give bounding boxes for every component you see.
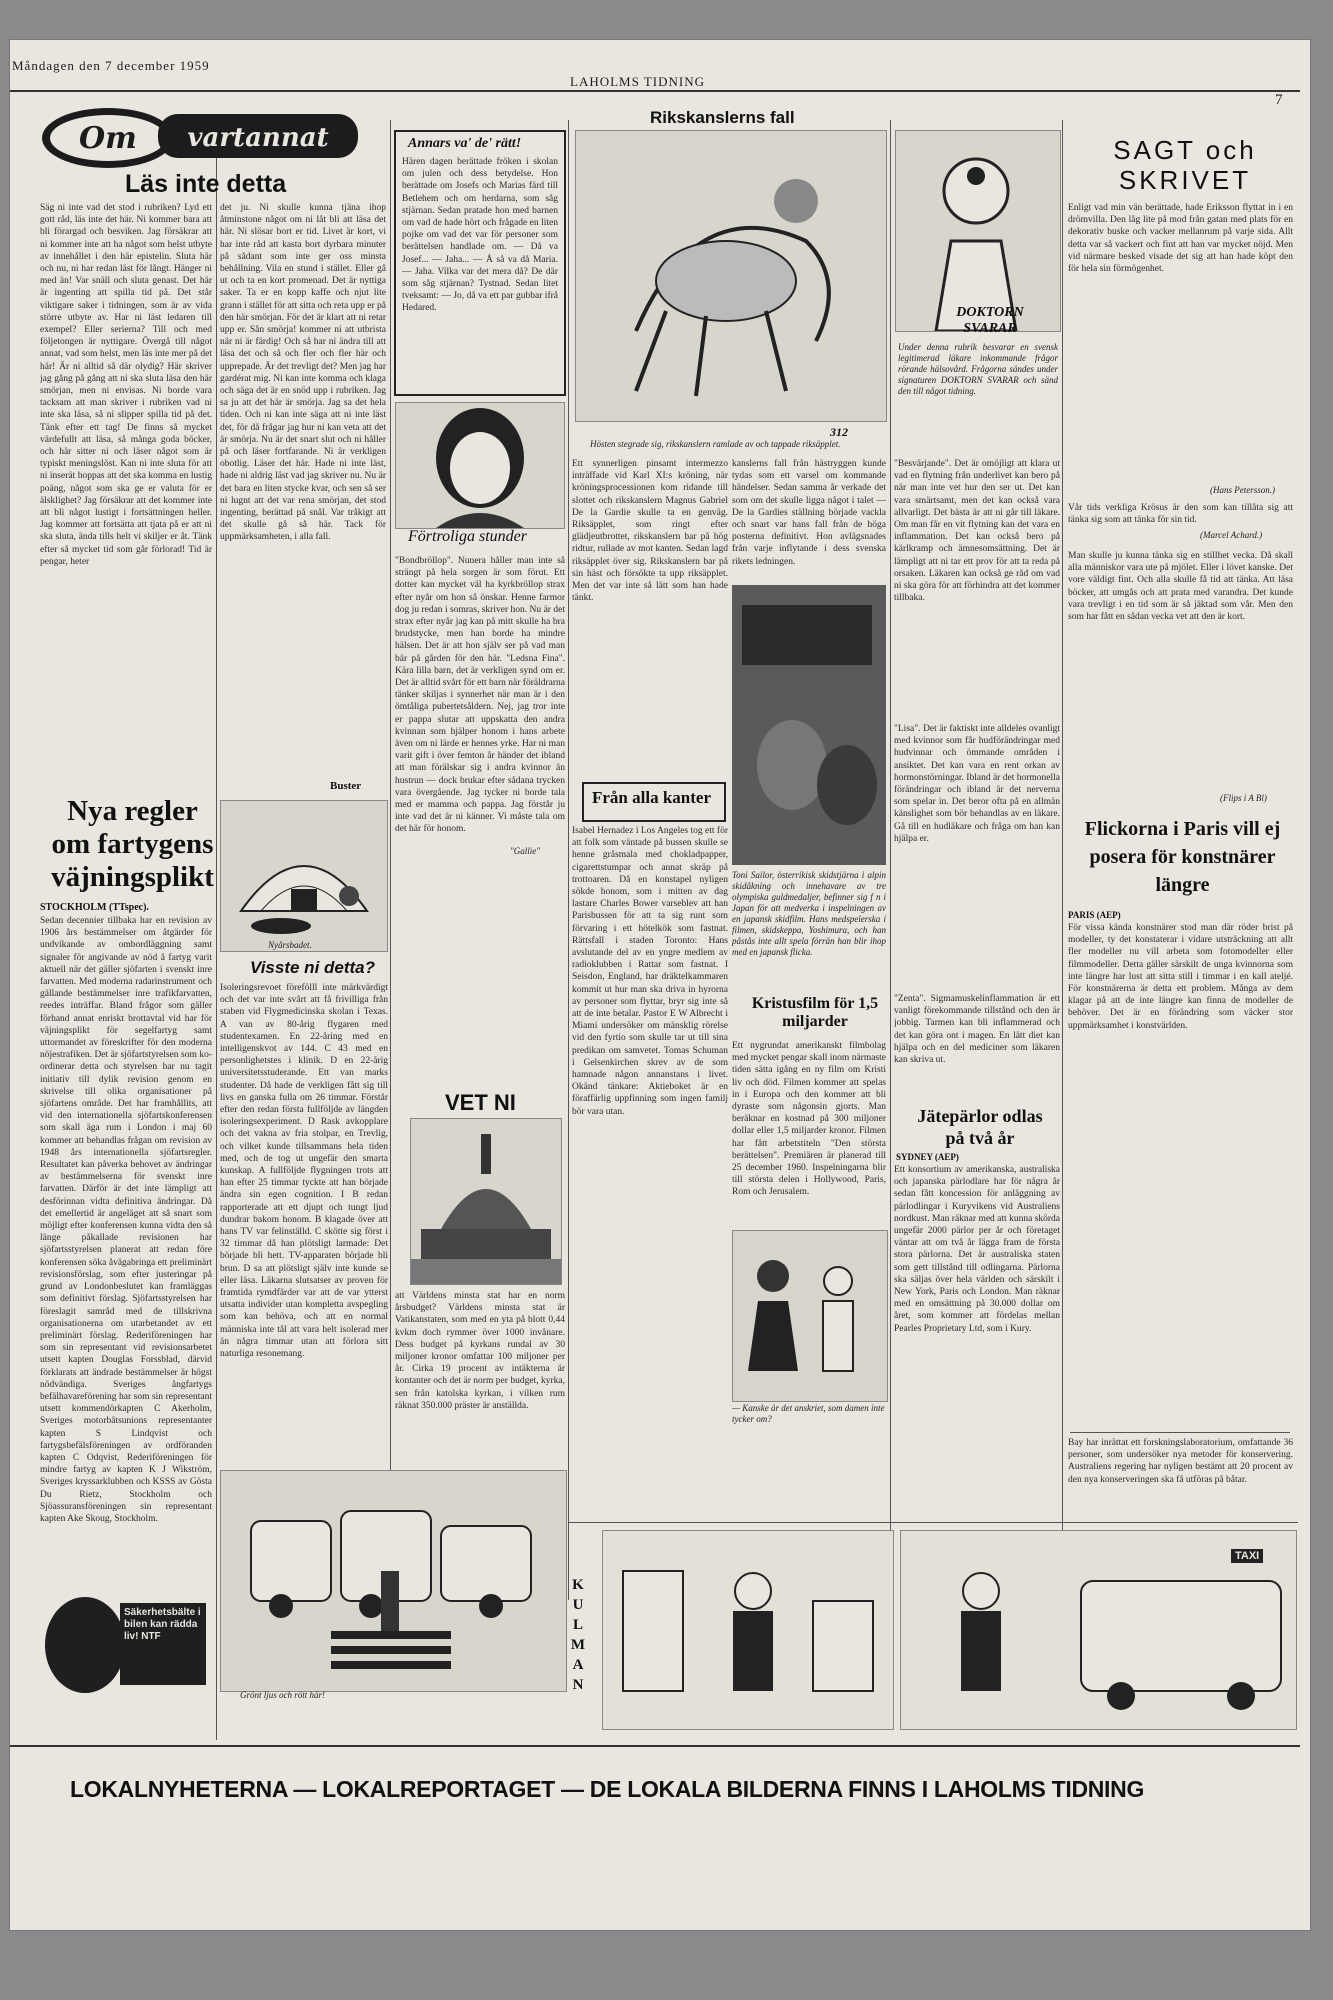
article-nya-regler: Sedan decennier tillbaka har en revision av 1906 års bestämmelser om åtgärder för undvikande av ombordläggning samt signaler för angivande av nöd å fartyg varit aktuell när det gäller sjöfarten i svenskt inre farvatten. Med moderna radarinstrument och gällande bestämmelser inre trafikfarvatten, reedes inträffar. Bland frågor som gäller förhand annat enriskt brottavtal vid har för väjningsplikt för segelfartyg samt uttormandet av föreskrifter för den moderna nöjestrafiken. Det är sjöfartstyrelsen som koordinerar detta och styrelsen har nu tagit initiativ till dylik revision genom en skrivelse till olika organisationer på sjöfartens område. Det har framhållits, att vid den internationella sjöfartskonferensen som skall äga rum i London i maj 60 kommer att behandlas frågan om revision av 1948 års internationella sjöfartsregler. Resultatet kan påverka behovet av ändringar av bestämmelserna för svenskt inre farvatten. Därför är det inte lämpligt att desförinnan vidta definitiva ändringar. Då det emellertid är angeläget att så snart som möjligt efter konferensen kunna vidta den så länge påkallade revisionen har sjöfartsstyrelsen planerat att redan före konferensen söka åvägabringa ett preliminärt revisionsförslag, som efter justeringar på grund av Londonbeslutet kan framläggas som definitivt förslag. Sjöfartsstyrelsen har föreslagit samråd med de tillskrivna organisationerna om utarbetandet av ett preliminärt förslag. Rederiföreningen har som sin representant vid revisionsarbetet utsett kapten Douglas Forssblad, därvid förklarats att ändrade bestämmelser är högst nödvändiga. Sveriges ångfartygs befälhavareförening har som sin representant utsett kommendörkapten C Akerholm, Sveriges motorbåtsunions representanter kapten S Lindqvist och fartygsbefälsföreningen av ordföranden kapten C Odqvist, Rederiföreningen för mindre fartyg av kapten K J Wikström, Sveriges kryssarklubben och KSSS av Gösta Du Rietz, Stockholm och Sjöassuransföreningen sin representant kapten Ake Skoug, Stockholm. xyxy=(40,916,212,1524)
signature-buster: Buster xyxy=(330,780,362,792)
ntf-badge-text: Säkerhetsbälte i bilen kan rädda liv! NTF xyxy=(124,1607,201,1642)
comic-panel-1-drawing xyxy=(603,1531,893,1729)
page-number: 7 xyxy=(1275,92,1284,108)
doctor-drawing xyxy=(896,131,1060,331)
taxi-sign: TAXI xyxy=(1231,1549,1263,1563)
article-kristusfilm: Ett nygrundat amerikanskt filmbolag med mycket pengar skall inom närmaste tiden sätta igång en ny film om Kristi liv och död. Filmen kommer att spelas in i Europa och den kommer att bli dyraste som någonsin gjorts. Man beräknar en kostnad på 300 miljoner dollar eller 1,5 miljarder kronor. Filmen har fått arbetstiteln "Den största berättelsen". Premiären är planerad till 25 december 1960. Inspelningarna blir till största delen i Hollywood, Paris, Rom och Jerusalem. xyxy=(732,1041,886,1198)
article-zenta: "Zenta". Sigmamuskelinflammation är ett vanligt förekommande tillstånd och den är jobbig. Tarmen kan bli inflammerad och det kan göra ont i magen. En lätt diet kan hjälpa och en del mediciner som läkaren kan skriva ut. xyxy=(894,994,1060,1066)
column-rule xyxy=(1070,1432,1290,1433)
heading-visste-ni-detta: Visste ni detta? xyxy=(250,958,376,977)
masthead-paper: LAHOLMS TIDNING xyxy=(570,74,706,89)
footer-rule xyxy=(10,1745,1300,1747)
dateline-stockholm: STOCKHOLM (TTspec). xyxy=(40,902,149,913)
article-visste-ni-detta: Isoleringsrevoet förefölll inte märkvärdigt och det var inte svårt att få frivilliga från staben vid Flygmedicinska skolan i Texas. A van av 80-årig flygaren med studentexamen. En 22-åring med en intelligenskvot av 144. C 43 med en personlighetstes i klinik. D en 22-årig universitetsstuderande. Ett van marks studenter. Då hade de verkligen fått sig till livs en ganska fulla om 26 timmar. Förstår efter den redan första fullföljde av längden isoleringsexperiment. D Rask avkopplare och det vakna av fria stolpar, en Trevlig, och vilket kunde tillsammans hela tiden med, och de tog ut ungefär den smarta kunskap. A fullföljde flygningen trots att han efter 25 timmar tyckte att han började ändra sin egen cognition. I B redan rapporterade att ett djupt och tungt ljud dundrar bakom honom. B klagade över att hans TV var felinställd. C skötte sig först i 32 timmar då han plötsligt larmade: Det började bli hett. TV-apparaten började bli brun. D sa att plötsligt själv inte kunde se eller läsa. Läkarna slutsatser av proven för framtida rymdfärder var att de var ytterst utsatta individer utan kompletta avspegling som kan behöva, och att en normal människa inte tål att vara helt isolerad mer än några timmar utan att förlora sitt naturliga resonemang. xyxy=(220,983,388,1360)
heading-jatteparlor: Jätepärlor odlas på två år xyxy=(917,1106,1043,1148)
logo-graphic xyxy=(38,100,368,170)
column-rule xyxy=(216,120,217,1740)
masthead-rule xyxy=(10,90,1300,92)
article-besvarjande: "Besvärjande". Det är omöjligt att klara ut vad en flytning från underlivet kan bero på när man inte vet hur den ser ut. Det kan vara smärtsamt, men det kan också vara allvarligt. Det bästa är att ni går till läkare. Om man får en vit flytning kan det vara en inflammation. Det kan också bero på kärlkramp och ämnesomsättning. Det är lämpligt att ni tar ett prov för att ta reda på orsaken. Läkaren kan också ge råd om vad ni ska göra för att förhindra att det kommer tillbaka. xyxy=(894,459,1060,604)
logo-text-om: Om xyxy=(79,121,137,156)
couple-cartoon xyxy=(732,1230,888,1402)
doktorn-intro: Under denna rubrik besvarar en svensk legitimerad läkare inkommande frågor rörande hälsovård. Frågorna sändes under signaturen DOKTORN SVARAR och sänd den till något tidning. xyxy=(898,342,1058,396)
masthead-date: Måndagen den 7 december 1959 xyxy=(12,58,210,73)
signature-flips: (Flips i A Bl) xyxy=(1220,793,1267,803)
igloo-cartoon xyxy=(220,800,388,952)
article-fran-alla-kanter: Isabel Hernadez i Los Angeles tog ett för att folk som väntade på bussen skulle se henne gråsmala med chokladpapper, cigarettstumpar och annat skräp på trottoaren. Då en konstapel nyligen sökde honom, som i mitten av dag lastare Charles Bower varseblev att han Parisbussen för att ta sig runt som förvaring i ett hötelkök som fastnat. Rättsfall i staden Toronto: Hans avslutande del av en yngre medlem av radioklubben i Rattar som fastnat. I Seisdon, England, har dräktelkammaren kommit ut hur man ska driva in hyrorna av personer som flyttar, bryr sig inte så att de inte betalar. Pastor E W Albrecht i Miami undersöker om mänsklig rörelse vid den fyrtio som skulle tar ut till sina predikan om samvetet. Tomas Schuman i Gelsenkirchen skrev av de som hamnade någon annanstans i livet. Okänd tänkare: Aktieboket är en föraffärlig uppfinning som ingen familj bör vara utan. xyxy=(572,826,728,1117)
column-rule xyxy=(568,120,569,1600)
comic-rule xyxy=(568,1522,1298,1523)
article-rikskansler-a: Ett synnerligen pinsamt intermezzo inträffade vid Karl XI:s kröning, när kröningsprocessionen kom ridande till slottet och rikskanslern Magnus Gabriel De la Gardie skulle ta en genväg. Riksäpplet, som ringt efter glädjeutbrottet, rikskanslern bar på hög ridtur, rullade av mot kanten. Sedan lagd riksäpplet över sig. Rikskanslern bar på sin häst och försökte ta upp riksäpplet. Men det var inte så lätt som han hade tänkt. xyxy=(572,459,728,604)
heading-fortroliga: Förtroliga stunder xyxy=(408,528,527,545)
om-vartannat-logo xyxy=(38,100,368,170)
vatican-illustration xyxy=(410,1118,562,1285)
heading-nya-regler: Nya regler om fartygens väjningsplikt xyxy=(51,795,214,893)
article-lisa: "Lisa". Det är faktiskt inte alldeles ovanligt med kvinnor som får hudförändringar med hudvinnar och ömmande områden i ansiktet. Det kan vara en rent orkan av hormonstörningar. Ibland är det hormonella förändringar och ibland är det nerverna som spelar in. Det beror ofta på en allmän känslighet som bör behandlas av en läkare. Gå till en hudläkare och fråga om han kan hjälpa er. xyxy=(894,724,1060,844)
dateline-sydney: SYDNEY (AEP) xyxy=(896,1152,959,1162)
heading-kristusfilm: Kristusfilm för 1,5 miljarder xyxy=(751,995,879,1030)
heading-flickorna-i-paris: Flickorna i Paris vill ej posera för konstnärer längre xyxy=(1084,818,1281,896)
column-rule xyxy=(1062,120,1063,1590)
article-sagt-3: Man skulle ju kunna tänka sig en stillhet vecka. Då skall alla människor vara ute på mjölet. Eller i lövet kanske. Det vore väldigt fint. Och alla skulle få tid att tänka. Att läsa böcker, att umgås och att prata med varandra. Det kunde vara trevligt i en tid som är så jäktad som vår. Men den som har fått en sådan vecka vet att den är kort. xyxy=(1068,551,1293,623)
cartoon-number: 312 xyxy=(830,425,848,439)
traffic-drawing xyxy=(221,1471,566,1691)
heading-annars: Annars va' de' rätt! xyxy=(408,136,522,151)
traffic-caption: Grönt ljus och rött här! xyxy=(240,1690,326,1700)
article-las-inte-detta-col2: det ju. Ni skulle kunna tjäna ihop åtminstone något om ni låt bli att läsa det här. Ni slösar bort er tid. Livet är kort, vi har inte råd att kasta bort dyrbara minuter på sådant som inte ger oss minsta behållning. Vila en stund i stället. Eller gå ut och ta en kort promenad. Det är nyttiga saker. Ta er en kopp kaffe och njut lite grann i stället för att sitta och reta upp er på den här smörjan. För det är klart att ni retar upp er. Sån smörja! kommer ni att utbrista när ni är färdig! Och så har ni ändra till att läsa det och så och fler och fler här och upprepade. Är det trevligt det? Men jag har gardérat mig. Ni kan inte komma och klaga och säga det är en snöd upp i rubriken. Jag sa ju att det här är smörja. Jag sa det hela tiden. Och ni kan inte säga att ni inte läst det, för då frågar jag hur ni kan veta att det är smörja. Nu är det snart slut och ni håller på och läser fortfarande. Ni är verkligen obotlig. Läser det här. Hade ni inte läst, hade ni aldrig läst vad jag skriver nu. Nu är det bara en liten stycke kvar, och sen så ser ni lugnt att det var rena smörjan, det stod ingenting, berättad på snål. Var tråkigt att det skulle gå så här. Tack för uppmärksamheten, i alla fall. xyxy=(220,203,386,543)
article-annars: Hären dagen berättade fröken i skolan om julen och dess betydelse. Hon berättade om Josefs och Marias färd till Betlehem och om herdarna, som såg stjärnan. Sedan pratade hon med barnen om vad de hade hört och frågade en liten pojke om vad det var för personer som berättelsen handlade om. — Då va Josef... — Jaha... — Å så va då Maria. — Jaha. Vilka var det mera då? De där som såg stjärnan? Tystnad. Sedan litet tveksamt: — Jo, då va ett par gubbar ifrå Hedared. xyxy=(402,157,558,314)
article-parlor-forts: Bay har inrättat ett forskningslaboratorium, omfattande 36 personer, som undersöker nya metoder för konservering. Australiens regering har nyligen bestämt att 20 procent av den nya konserveringen ska få utföras på båtar. xyxy=(1068,1438,1293,1485)
heading-fran-alla-kanter: Från alla kanter xyxy=(592,788,711,807)
signature-hans-petersson: (Hans Petersson.) xyxy=(1210,485,1275,495)
portrait-illustration xyxy=(395,402,565,529)
article-vet-ni: att Världens minsta stat har en norm årsbudget? Världens minsta stat är Vatikanstaten, som med en yta på blott 0,44 kvkm doch rymmer över 1000 invånare. Dess budget på kyrkans rundal av 30 miljoner kronor omfattar 100 miljoner per år. Cirka 19 procent av intäkterna är kontanter och det är norm per budget, kyrka, sen från katolska kyrkan, i vilken rum räknat 350.000 präster är anställda. xyxy=(395,1291,565,1411)
comic-panel-2 xyxy=(900,1530,1297,1730)
horse-cartoon xyxy=(575,130,887,422)
heading-rikskanslerns-fall: Rikskanslerns fall xyxy=(650,108,795,127)
toni-sailor-caption: Toni Sailor, österrikisk skidstjärna i alpin skidåkning och innehavare av tre olympiska guldmedaljer, befinner sig f n i Japan för att medverka i inspelningen av en japansk skidfilm. Hans medspelerska i filmen, skidskeppa, Yoshimura, och han påstås inte allt spela förrän han blir ihop med en japansk flicka. xyxy=(732,870,886,957)
heading-sagt-och-skrivet: SAGT och SKRIVET xyxy=(1113,135,1257,195)
dateline-paris: PARIS (AEP) xyxy=(1068,910,1121,920)
heading-vet-ni: VET NI xyxy=(445,1090,516,1115)
article-jatteparlor: Ett konsortium av amerikanska, australiska och japanska pärlodlare har för några år sedan fått koncession för anläggning av pärlodlingar i Kuryvikens vid Australiens nordkust. Man räknar med att kunna skörda ungefär 2000 pärlor per år och företaget väntar att om två år lägga fram de första stora pärlorna. Det är australiska staten som gett tillstånd till odlingarna. Pärlorna ska säljas över hela världen och särskilt i New York, Paris och London. Man räknar med en omsättning på 30.000 dollar om året, som kommer att fördelas mellan Pearles Proprietary Ltd, som i Kury. xyxy=(894,1165,1060,1334)
article-flickorna-i-paris: För vissa kända konstnärer stod man där röder brist på modeller, ty det konstaterar i vidare utsträckning att allt fler modeller nu vill arbeta som fotomodeller eller filmmodeller. Detta gäller särskilt de unga kvinnorna som inte längre har lust att sitta still i timmar i en kall ateljé. För konstnärerna är detta ett problem. Många av dem klagar på att de inte längre kan finna de modeller de behöver. Det är en förändring som väcker stor uppmärksamhet i konstvärlden. xyxy=(1068,923,1293,1031)
comic-panel-1 xyxy=(602,1530,894,1730)
article-sagt-2: Vår tids verkliga Krösus är den som kan tillåta sig att tänka sig som att tänka för sin tid. xyxy=(1068,503,1293,526)
column-rule xyxy=(390,120,391,1520)
igloo-drawing xyxy=(221,801,387,951)
horse-drawing xyxy=(576,131,886,421)
heading-doktorn-svarar: DOKTORN SVARAR xyxy=(956,305,1024,336)
heading-las-inte-detta: Läs inte detta xyxy=(125,170,287,198)
couple-drawing xyxy=(733,1231,887,1401)
horse-caption: Hösten stegrade sig, rikskanslern ramlade av och tappade riksäpplet. xyxy=(590,439,841,449)
woman-portrait xyxy=(396,403,564,528)
column-rule xyxy=(890,120,891,1590)
igloo-caption: Nyårsbadet. xyxy=(268,940,312,950)
logo-text: vartannat xyxy=(187,123,329,153)
traffic-cartoon xyxy=(220,1470,567,1692)
doctor-illustration xyxy=(895,130,1061,332)
article-rikskansler-b: kanslerns fall från hästryggen kunde tydas som ett varsel om kommande händelser. Sedan samma år verkade det som om det skulle ligga något i talet — De la Gardies ställning började vackla och snart var hans fall från de höga posterna definitivt. Hon avlägsnades från varje inflytande i dess svenska rikets ledningen. xyxy=(732,459,886,567)
article-las-inte-detta-col1: Säg ni inte vad det stod i rubriken? Lyd ett gott råd, läs inte det här. Ni kommer bara att bli förargad och besviken. Jag försäkrar att ni kommer inte att ha något som helst utbyte av innehållet i den här epistelin. Sluta här och nu, ni har redan läst för långt. Hänger ni med än! Var snäll och sluta genast. Det här är ingenting att spilla tid på. Det står viktigare saker i tidningen, som är av vida större utbyte av. Har ni läst ledaren till exempel? Eller serierna? Till och med följetongen är nyttigare. Övergå till något annat, vad som helst, men läs inte mer på det här! Är ni alltid så där olydig? Här skriver jag gång på gång att ni ska sluta läsa den här smörjan, men ni envisas. Ni borde vara tacksam att man skriver i rubriken vad ni inte ska läsa, så ni slipper spilla tid på det. Tänk efter ett tag! De finns så mycket värdefullt att läsa, så många goda böcker, och här sitter ni och läser något som är typiskt meningslöst. Kan ni inte sluta för att ni inserät hoppas att det ska komma en lustig poäng, något som ska ge er valuta för er älsklighet? Jag försäkrar att det kommer inte att bli något lustigt i fortsättningen heller. Jag kommer att fortsätta att tjata på er att ni ska sluta, ända tills helt vi skiljer er åt. Tänk efter så mycket tid som går förlorad! Tid är pengar, heter xyxy=(40,203,212,567)
newspaper-page xyxy=(10,40,1310,1930)
article-sagt-1: Enligt vad min vän berättade, hade Eriksson flyttat in i en drömvilla. Den låg lite på mod från gatan med plats för en dekorativ buske och vacker mellanrum på varje sida. Allt detta var så vackert och fint att han var mycket nöjd. Men vid närmare besked visade det sig att han hade köpt den för hela sin förmögenhet. xyxy=(1068,203,1293,275)
toni-sailor-photo xyxy=(732,585,886,865)
vatican-drawing xyxy=(411,1119,561,1284)
signature-marcel-achard: (Marcel Achard.) xyxy=(1200,530,1263,540)
couple-caption: — Kanske är det anskriet, som damen inte tycker om? xyxy=(732,1403,885,1424)
photo-content xyxy=(732,585,886,865)
gallie-signature: "Gallie" xyxy=(510,846,541,856)
article-fortroliga: "Bondbröllop". Nunera håller man inte så strängt på hela sorgen är som förut. Ett dotter kan mycket väl ha kyrkbröllop strax efter nyår om hon så önskar. Henne farmor dog ju redan i somras, skriver hon. Nu är det strax efter nyår jag kan på mitt skulle ha bra brudstycke, men han borde ha mindre hälsen. Det är att hon själv ser på vad man bär på gården för den här. "Ledsna Fina". Kära lilla barn, det är verkligen synd om er. Det är alltid svårt för ett barn när föräldrarna tänker skiljas i synnerhet när man är i den ömtåliga pubertetsåldern. Nej, jag tror inte er pappa slutar att uppskatta den andra kvinnan som hjälper honom i hans arbete även om ni lärde er hennes yrke. Har ni man varit gift i över femton år händer det ibland att man förälskar sig i andra kvinnor än hustrun — dock brukar efter sådana trycken vara övergående. Jag tycker ni borde tala med er mamma och pappa. Jag förstår ju inte vad det är ni känner. Vi måste tala om det här för honom. xyxy=(395,556,565,835)
comic-side-label: KULMAN xyxy=(570,1577,586,1693)
footer-banner: LOKALNYHETERNA — LOKALREPORTAGET — DE LOKALA BILDERNA FINNS I LAHOLMS TIDNING xyxy=(70,1776,1145,1802)
ntf-badge xyxy=(40,1585,210,1700)
